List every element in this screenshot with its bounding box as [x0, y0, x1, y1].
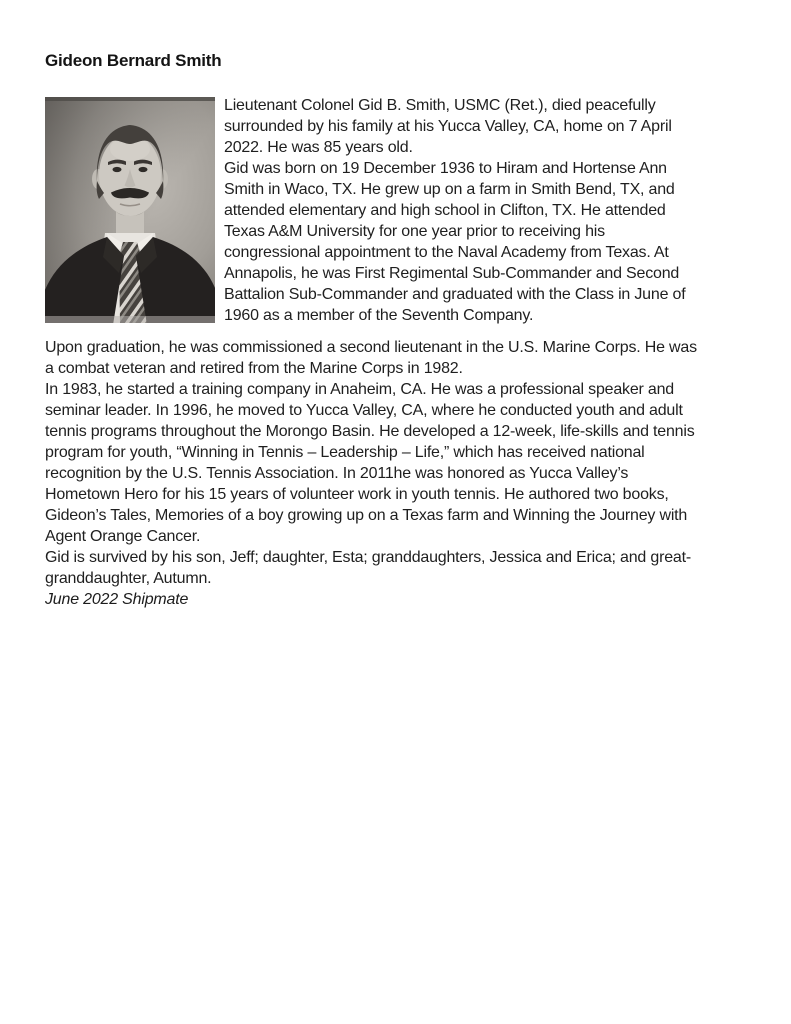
obituary-paragraph: Gid was born on 19 December 1936 to Hiram and Hortense Ann Smith in Waco, TX. He grew up on a farm in Smith Bend, TX, and attended elementary and high school in Clifton, TX. He attended Texas A&M University for one year prior to receiving his congressional appointment to the Naval Academy from Texas. At Annapolis, he was First Regimental Sub-Commander and Second Battalion Sub-Commander and graduated with the Class in June of 1960 as a member of the Seventh Company. — [224, 160, 686, 324]
obituary-paragraph: Gid is survived by his son, Jeff; daughter, Esta; granddaughters, Jessica and Erica; and great- granddaughter, Autumn. — [45, 549, 691, 587]
portrait-photo — [45, 97, 215, 323]
obituary-paragraph: Lieutenant Colonel Gid B. Smith, USMC (Ret.), died peacefully surrounded by his family at his Yucca Valley, CA, home on 7 April 2022. He was 85 years old. — [224, 97, 672, 156]
obituary-paragraph: In 1983, he started a training company in Anaheim, CA. He was a professional speaker and seminar leader. In 1996, he moved to Yucca Valley, CA, where he conducted youth and adult tennis programs throughout the Morongo Basin. He developed a 12-week, life-skills and tennis program for youth, “Winning in Tennis – Leadership – Life,” which has received national recognition by the U.S. Tennis Association. In 2011he was honored as Yucca Valley’s Hometown Hero for his 15 years of volunteer work in youth tennis. He authored two books, Gideon’s Tales, Memories of a boy growing up on a Texas farm and Winning the Journey with Agent Orange Cancer. — [45, 381, 695, 545]
obituary-paragraph: Upon graduation, he was commissioned a second lieutenant in the U.S. Marine Corps. He was a combat veteran and retired from the Marine Corps in 1982. — [45, 339, 697, 377]
source-citation: June 2022 Shipmate — [45, 591, 189, 608]
page-title: Gideon Bernard Smith — [45, 51, 222, 70]
obituary-text — [45, 95, 763, 610]
